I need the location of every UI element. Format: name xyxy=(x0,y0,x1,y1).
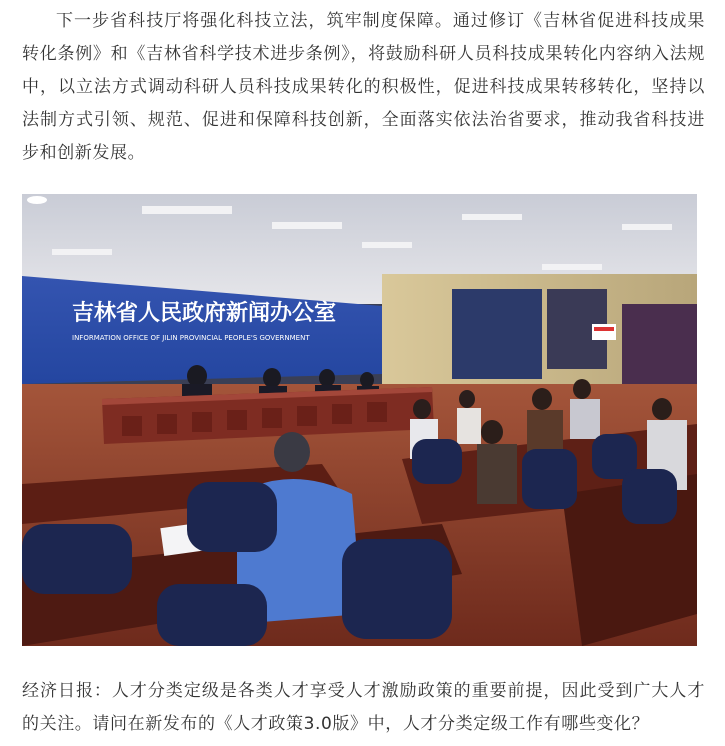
press-conference-photo xyxy=(22,194,697,646)
backdrop-title-cn: 吉林省人民政府新闻办公室 xyxy=(72,301,337,326)
backdrop-title-en: INFORMATION OFFICE OF JILIN PROVINCIAL PEOPLE'S GOVERNMENT xyxy=(72,334,310,342)
article-paragraph-2: 经济日报：人才分类定级是各类人才享受人才激励政策的重要前提，因此受到广大人才的关注。请问在新发布的《人才政策3.0版》中，人才分类定级工作有哪些变化？ xyxy=(22,681,705,734)
article-paragraph-1: 下一步省科技厅将强化科技立法，筑牢制度保障。通过修订《吉林省促进科技成果转化条例》和《吉林省科学技术进步条例》，将鼓励科研人员科技成果转化内容纳入法规中，以立法方式调动科研人员科技成果转化的积极性，促进科技成果转移转化，坚持以法制方式引领、规范、促进和保障科技创新，全面落实依法治省要求，推动我省科技进步和创新发展。 xyxy=(22,11,705,163)
